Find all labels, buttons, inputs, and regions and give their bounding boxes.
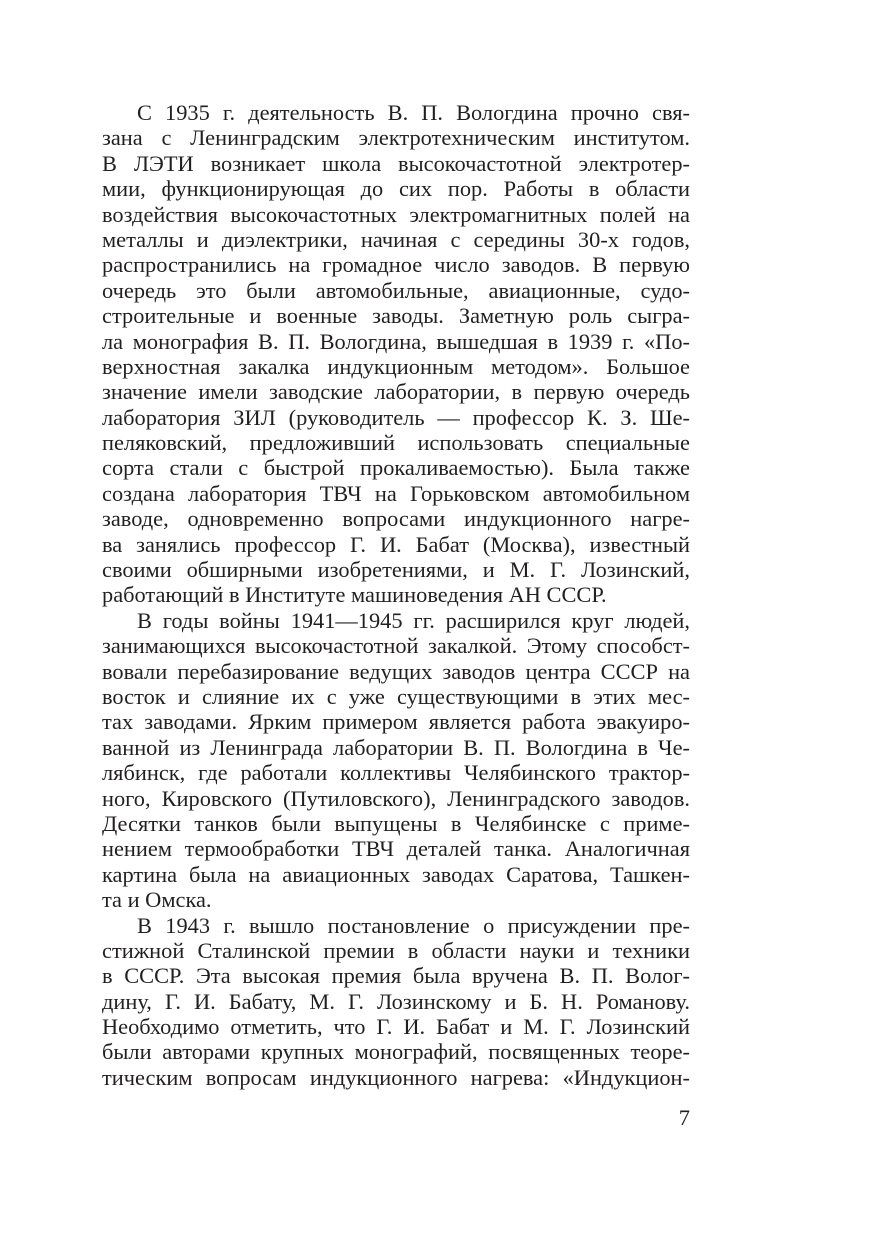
text-line: В 1943 г. вышло постановление о присуждении пре- <box>137 912 690 938</box>
text-line: сорта стали с быстрой прокаливаемостью). Была также <box>102 455 690 481</box>
text-line: лябинск, где работали коллективы Челябинского трактор- <box>102 760 690 786</box>
text-line: Десятки танков были выпущены в Челябинске с приме- <box>102 810 690 836</box>
text-line: стижной Сталинской премии в области науки и техники <box>102 937 690 963</box>
text-line: ва занялись профессор Г. И. Бабат (Москва), известный <box>102 531 690 557</box>
text-line: дину, Г. И. Бабату, М. Г. Лозинскому и Б. Н. Романову. <box>102 988 690 1014</box>
text-line: ла монография В. П. Вологдина, вышедшая в 1939 г. «По- <box>102 328 690 354</box>
text-line: занимающихся высокочастотной закалкой. Этому способст- <box>102 633 690 659</box>
text-line: в СССР. Эта высокая премия была вручена В. П. Волог- <box>102 963 690 989</box>
text-line: работающий в Институте машиноведения АН СССР. <box>102 582 607 608</box>
text-line: металлы и диэлектрики, начиная с середины 30-х годов, <box>102 226 690 252</box>
text-line: та и Омска. <box>102 887 212 913</box>
paragraph-1 <box>102 100 690 608</box>
text-line: восток и слияние их с уже существующими в этих мес- <box>102 683 690 709</box>
text-line: создана лаборатория ТВЧ на Горьковском автомобильном <box>102 480 690 506</box>
body-text <box>102 100 690 1090</box>
text-line: зана с Ленинградским электротехническим институтом. <box>102 125 690 151</box>
text-line: вовали перебазирование ведущих заводов центра СССР на <box>102 658 690 684</box>
text-line: верхностная закалка индукционным методом». Большое <box>102 353 690 379</box>
text-line: лаборатория ЗИЛ (руководитель — профессор К. З. Ше- <box>102 404 690 430</box>
text-line: тическим вопросам индукционного нагрева: «Индукцион- <box>102 1064 690 1090</box>
page-number: 7 <box>678 1105 690 1130</box>
paragraph-2 <box>102 608 690 913</box>
text-line: С 1935 г. деятельность В. П. Вологдина прочно свя- <box>137 100 690 125</box>
text-line: своими обширными изобретениями, и М. Г. Лозинский, <box>102 557 690 583</box>
text-line: воздействия высокочастотных электромагнитных полей на <box>102 201 690 227</box>
text-line: ванной из Ленинграда лаборатории В. П. Вологдина в Че- <box>102 734 690 760</box>
text-line: мии, функционирующая до сих пор. Работы в области <box>102 176 690 202</box>
text-line: В годы войны 1941—1945 гг. расширился круг людей, <box>137 607 690 633</box>
text-line: заводе, одновременно вопросами индукционного нагре- <box>102 506 690 532</box>
text-line: распространились на громадное число заводов. В первую <box>102 252 690 278</box>
text-line: ного, Кировского (Путиловского), Ленинградского заводов. <box>102 785 690 811</box>
text-line: были авторами крупных монографий, посвященных теоре- <box>102 1039 690 1065</box>
text-line: строительные и военные заводы. Заметную роль сыгра- <box>102 303 690 329</box>
text-line: очередь это были автомобильные, авиационные, судо- <box>102 277 690 303</box>
text-line: значение имели заводские лаборатории, в первую очередь <box>102 379 690 405</box>
text-line: Необходимо отметить, что Г. И. Бабат и М. Г. Лозинский <box>102 1014 690 1040</box>
text-line: В ЛЭТИ возникает школа высокочастотной электротер- <box>102 150 690 176</box>
text-line: картина была на авиационных заводах Саратова, Ташкен- <box>102 861 690 887</box>
text-line: тах заводами. Ярким примером является работа эвакуиро- <box>102 709 690 735</box>
text-line: пеляковский, предложивший использовать специальные <box>102 430 690 456</box>
text-line: нением термообработки ТВЧ деталей танка. Аналогичная <box>102 836 690 862</box>
paragraph-3 <box>102 913 690 1091</box>
